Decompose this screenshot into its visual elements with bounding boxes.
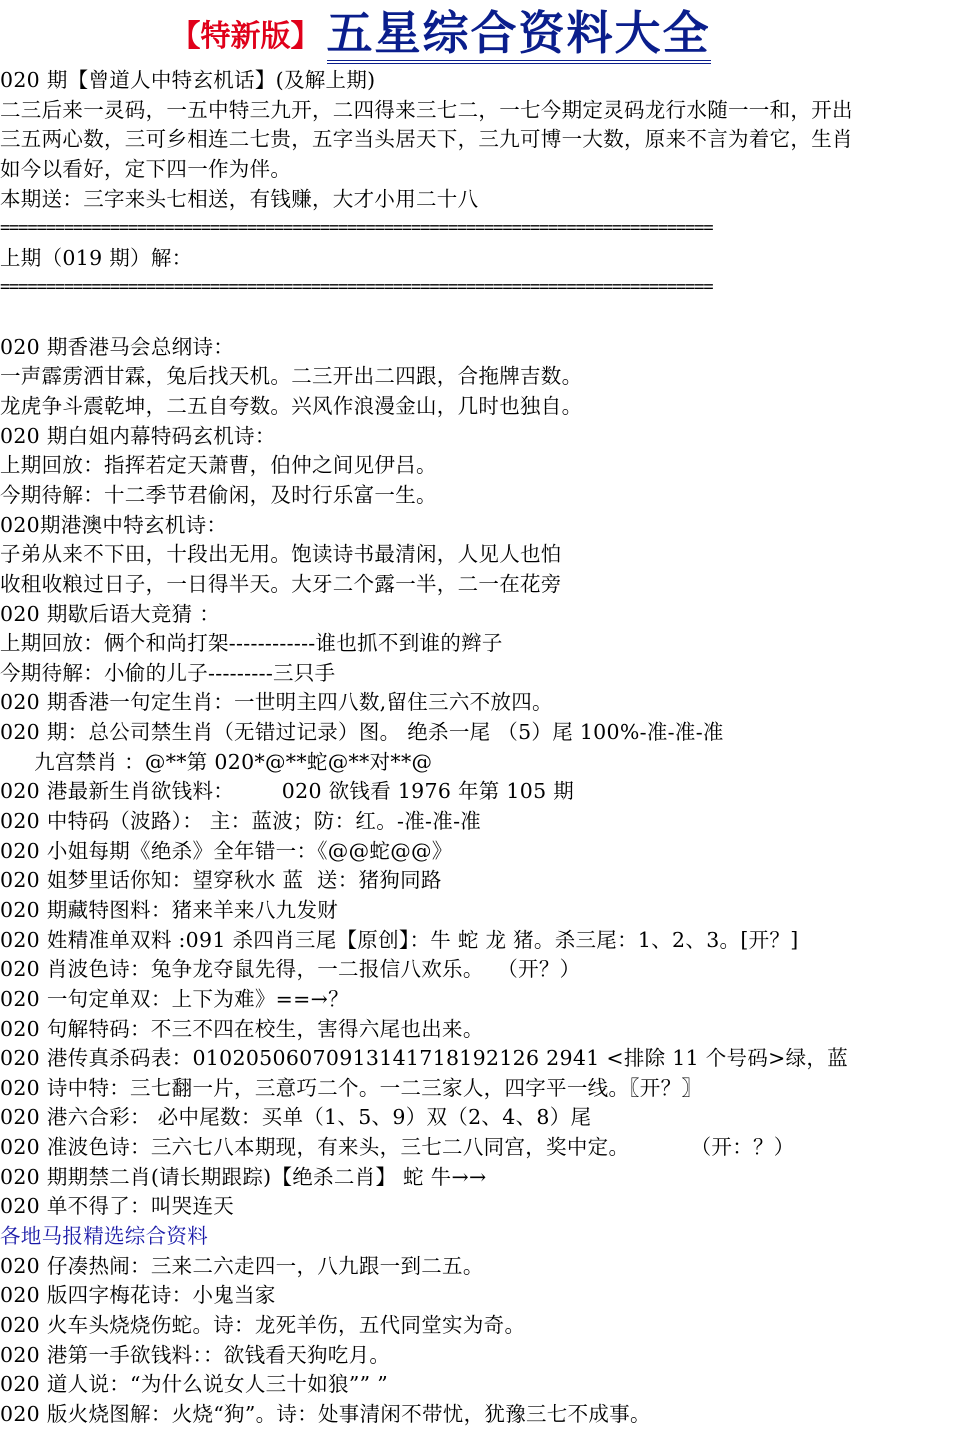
text-line: 一声霹雳洒甘霖，兔后找天机。二三开出二四跟，合拖牌吉数。: [0, 364, 583, 389]
text-line: 020 句解特码：不三不四在校生，害得六尾也出来。: [0, 1016, 484, 1041]
text-line: 020 诗中特：三七翻一片，三意巧二个。一二三家人，四字平一线。〖开？〗: [0, 1075, 703, 1100]
text-line: 上期回放：指挥若定天萧曹，伯仲之间见伊吕。: [0, 453, 437, 478]
text-line: 020 期：总公司禁生肖（无错过记录）图。 绝杀一尾 （5）尾 100%-准-准-准: [0, 720, 724, 745]
text-line: 020 中特码（波路）： 主：蓝波；防：红。-准-准-准: [0, 809, 482, 834]
text-line: 020 期【曾道人中特玄机话】(及解上期): [0, 68, 376, 92]
document-body: [0, 66, 967, 1429]
text-line: 020 火车头烧烧伤蛇。诗：龙死羊伤，五代同堂实为奇。: [0, 1312, 526, 1337]
separator-line: ==============================================================================: [0, 277, 713, 298]
text-line: 三五两心数，三可乡相连二七贵，五字当头居天下，三九可博一大数，原来不言为着它，生肖: [0, 127, 853, 152]
text-line: 龙虎争斗震乾坤，二五自夸数。兴风作浪漫金山，几时也独自。: [0, 394, 583, 419]
text-line: 今期待解：小偷的儿子---------三只手: [0, 660, 336, 685]
text-line: 020 姐梦里话你知：望穿秋水 蓝 送：猪狗同路: [0, 868, 442, 893]
text-line: 020 一句定单双：上下为难》==→？: [0, 986, 349, 1011]
header-title-group: [171, 6, 711, 60]
text-line: 020 期香港马会总纲诗：: [0, 334, 235, 359]
text-line: 020 肖波色诗：兔争龙夺鼠先得，一二报信八欢乐。 （开？）: [0, 957, 581, 982]
text-line: 上期回放：俩个和尚打架------------谁也抓不到谁的辫子: [0, 631, 503, 656]
text-line: 如今以看好，定下四一作为伴。: [0, 156, 292, 181]
text-line: 020 单不得了：叫哭连天: [0, 1194, 235, 1219]
text-line: 收租收粮过日子，一日得半天。大牙二个露一半，二一在花旁: [0, 571, 562, 596]
text-line: 020 版火烧图解：火烧“狗”。诗：处事清闲不带忧，犹豫三七不成事。: [0, 1401, 651, 1426]
text-line: 上期（019 期）解：: [0, 245, 193, 270]
text-line: 今期待解：十二季节君偷闲，及时行乐富一生。: [0, 482, 437, 507]
text-line: 九宫禁肖 ：@**第 020*@**蛇@**对**@: [0, 749, 433, 774]
text-line: 本期送：三字来头七相送，有钱赚，大才小用二十八: [0, 186, 479, 211]
text-line: 020 期歇后语大竞猜 ：: [0, 601, 221, 626]
text-line: 020 道人说：“为什么说女人三十如狼”” ”: [0, 1372, 388, 1397]
page-header: [0, 0, 967, 66]
text-line: 020 准波色诗：三六七八本期现，有来头，三七二八同宫，奖中定。 （开：？）: [0, 1135, 795, 1160]
text-line: 020 港传真杀码表：01020506070913141718192126 2941 <排除 11 个号码>绿，蓝: [0, 1046, 849, 1071]
text-line: 二三后来一灵码，一五中特三九开，二四得来三七二，一七今期定灵码龙行水随一一和，开出: [0, 97, 853, 122]
text-line: 020 期香港一句定生肖：一世明主四八数,留住三六不放四。: [0, 690, 553, 715]
text-line: 020 期期禁二肖(请长期跟踪)【绝杀二肖】 蛇 牛→→: [0, 1164, 487, 1189]
page-title: 五星综合资料大全: [327, 6, 711, 64]
text-line: 020 港六合彩： 必中尾数：买单（1、5、9）双（2、4、8）尾: [0, 1105, 592, 1130]
text-line: 020 港最新生肖欲钱料： 020 欲钱看 1976 年第 105 期: [0, 779, 575, 804]
text-line: 020 期白姐内幕特码玄机诗：: [0, 423, 276, 448]
text-line: 020 版四字梅花诗：小鬼当家: [0, 1283, 276, 1308]
text-line: 020 姓精准单双料 :091 杀四肖三尾【原创】：牛 蛇 龙 猪。杀三尾：1、2、3。[开？]: [0, 927, 799, 952]
blank-line: [0, 303, 967, 333]
text-line: 020 期藏特图料：猪来羊来八九发财: [0, 897, 339, 922]
text-line: 020 港第一手欲钱料：：欲钱看天狗吃月。: [0, 1342, 391, 1367]
text-line: 020期港澳中特玄机诗：: [0, 512, 228, 537]
text-line: 020 小姐每期《绝杀》全年错一：《@@蛇@@》: [0, 838, 453, 863]
separator-line: ==============================================================================: [0, 218, 713, 239]
text-line: 子弟从来不下田，十段出无用。饱读诗书最清闲，人见人也怕: [0, 542, 562, 567]
text-line: 020 仔凑热闹：三来二六走四一，八九跟一到二五。: [0, 1253, 484, 1278]
section-heading: 各地马报精选综合资料: [0, 1223, 208, 1248]
edition-label: 【特新版】: [170, 19, 321, 54]
